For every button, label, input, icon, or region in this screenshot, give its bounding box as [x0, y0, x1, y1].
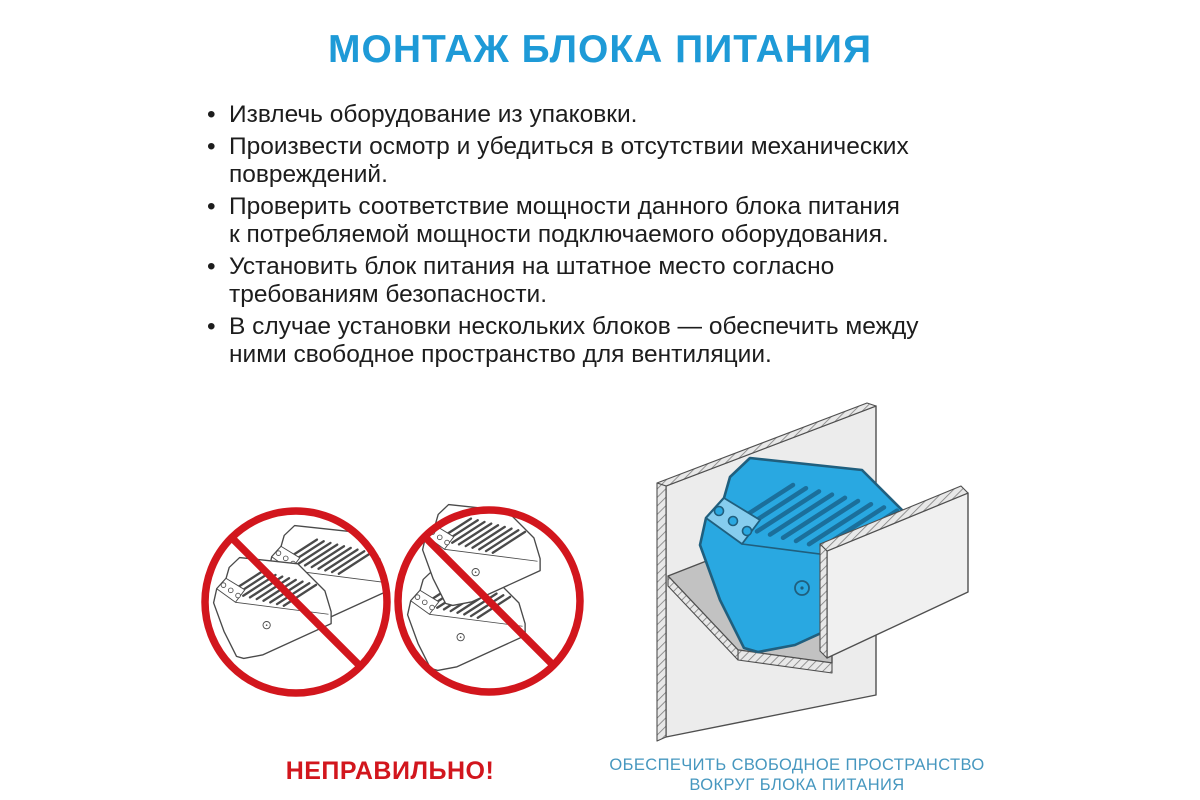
instruction-line: • Извлечь оборудование из упаковки.	[229, 101, 638, 128]
page-title: МОНТАЖ БЛОКА ПИТАНИЯ	[328, 28, 872, 72]
prohibited-side-by-side-icon	[205, 511, 387, 693]
prohibited-stacked-icon	[398, 505, 580, 692]
wrong-label: НЕПРАВИЛЬНО!	[285, 757, 495, 785]
instruction-line: требованиям безопасности.	[229, 281, 548, 308]
instruction-line: к потребляемой мощности подключаемого оборудования.	[229, 221, 889, 248]
back-wall-side-edge	[657, 483, 666, 741]
instruction-line: • Установить блок питания на штатное место согласно	[229, 253, 835, 280]
instruction-line: • Произвести осмотр и убедиться в отсутствии механических	[229, 133, 909, 160]
correct-installation-illustration	[657, 403, 968, 741]
caption-line: ОБЕСПЕЧИТЬ СВОБОДНОЕ ПРОСТРАНСТВО	[609, 756, 985, 774]
correct-installation-caption	[590, 755, 1004, 795]
caption-line: ВОКРУГ БЛОКА ПИТАНИЯ	[689, 776, 905, 794]
instruction-line: повреждений.	[229, 161, 388, 188]
instruction-line: ними свободное пространство для вентиляции.	[229, 341, 772, 368]
instruction-line: • Проверить соответствие мощности данного блока питания	[229, 193, 900, 220]
side-panel-side-edge	[820, 544, 827, 658]
instruction-line: • В случае установки нескольких блоков — обеспечить между	[229, 313, 919, 340]
